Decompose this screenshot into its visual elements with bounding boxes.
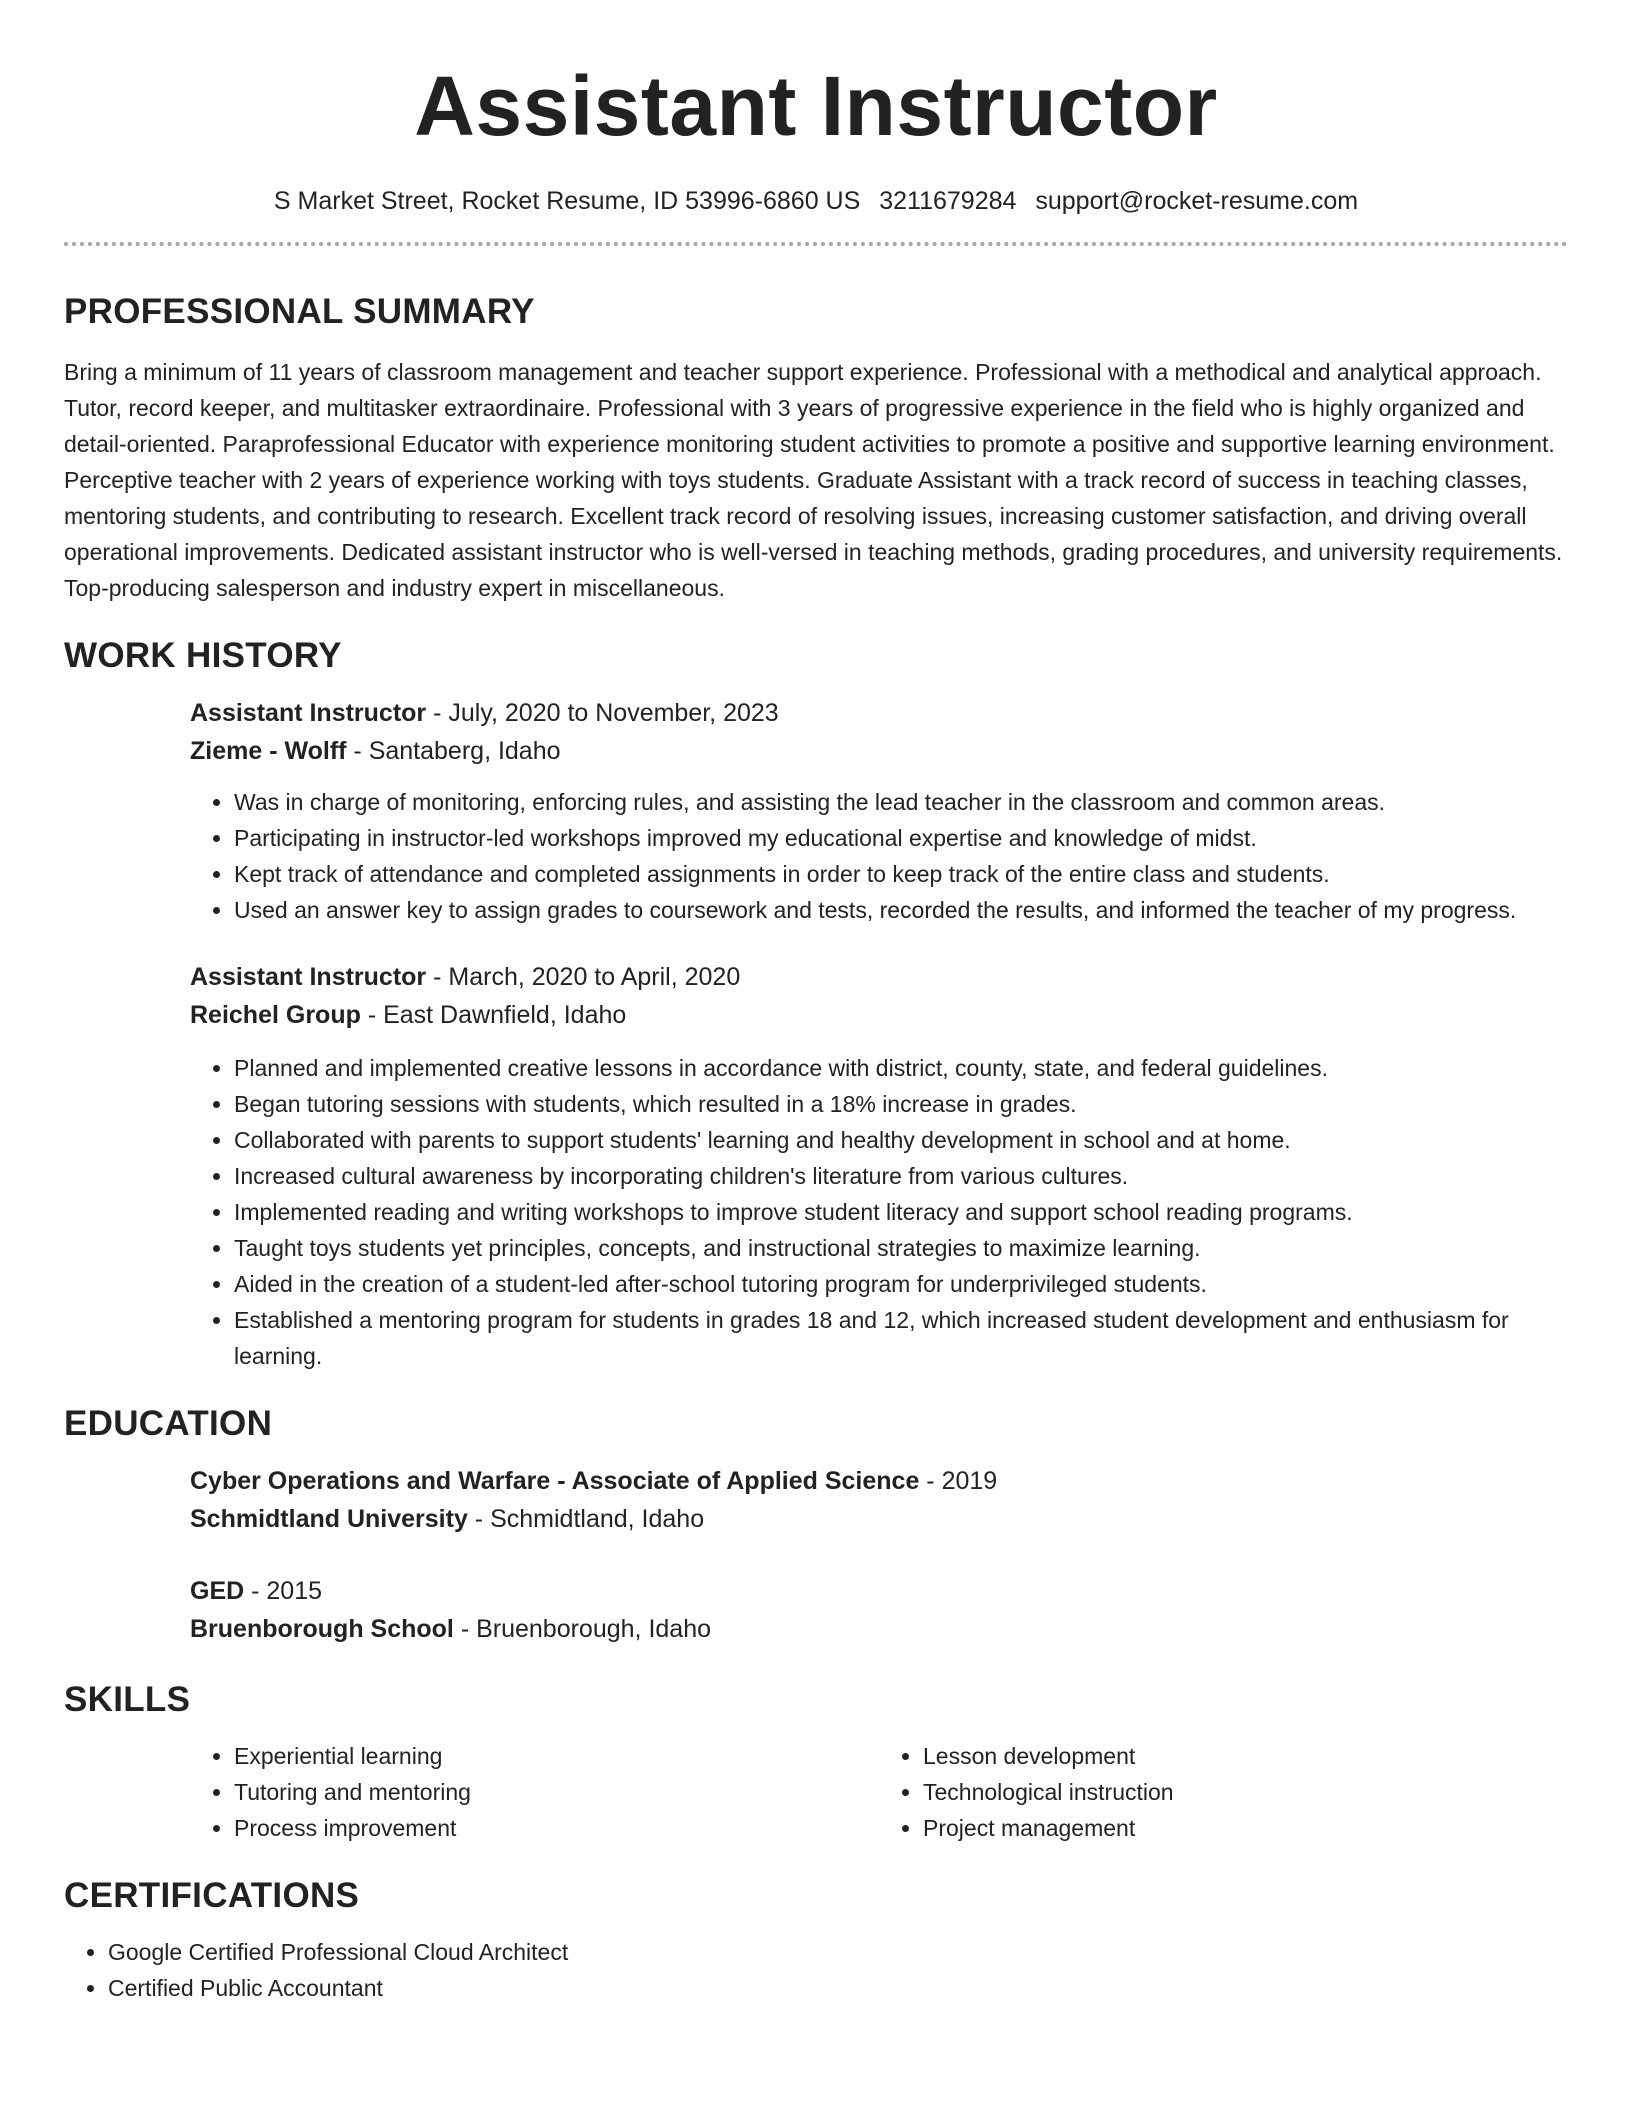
certifications-list bbox=[64, 1934, 1568, 2006]
summary-heading: PROFESSIONAL SUMMARY bbox=[64, 292, 535, 331]
contact-phone: 3211679284 bbox=[879, 187, 1017, 215]
job-bullets bbox=[190, 1050, 1568, 1374]
job-bullet: • Implemented reading and writing workshops to improve student literacy and support school reading programs. bbox=[234, 1194, 1568, 1230]
job-company-line bbox=[190, 732, 1568, 770]
job-bullets bbox=[190, 784, 1568, 928]
job-title-line bbox=[190, 694, 1568, 732]
skill-item: • Process improvement bbox=[234, 1810, 879, 1846]
job-company: Zieme - Wolff bbox=[190, 737, 347, 765]
contact-line bbox=[64, 184, 1568, 218]
education-entry bbox=[190, 1572, 1568, 1648]
school-line bbox=[190, 1500, 1568, 1538]
skill-item: • Experiential learning bbox=[234, 1738, 879, 1774]
resume-name: Assistant Instructor bbox=[414, 59, 1218, 153]
header-divider bbox=[64, 242, 1568, 246]
job-company: Reichel Group bbox=[190, 1001, 361, 1029]
job-bullet: • Taught toys students yet principles, concepts, and instructional strategies to maximize learning. bbox=[234, 1230, 1568, 1266]
skills-heading: SKILLS bbox=[64, 1680, 191, 1719]
work-history-heading: WORK HISTORY bbox=[64, 636, 342, 675]
job-bullet: • Established a mentoring program for students in grades 18 and 12, which increased student development and enthusiasm for learning. bbox=[234, 1302, 1568, 1374]
degree-line bbox=[190, 1572, 1568, 1610]
job-title: Assistant Instructor bbox=[190, 963, 427, 991]
job-location: - East Dawnfield, Idaho bbox=[360, 1001, 627, 1029]
job-location: - Santaberg, Idaho bbox=[346, 737, 561, 765]
education-heading: EDUCATION bbox=[64, 1404, 273, 1443]
school-name: Bruenborough School bbox=[190, 1615, 454, 1643]
job-bullet: • Planned and implemented creative lessons in accordance with district, county, state, and federal guidelines. bbox=[234, 1050, 1568, 1086]
job-title-line bbox=[190, 958, 1568, 996]
degree-year: - 2015 bbox=[244, 1577, 323, 1605]
skill-item: • Project management bbox=[923, 1810, 1568, 1846]
degree-line bbox=[190, 1462, 1568, 1500]
job-entry bbox=[190, 694, 1568, 928]
school-line bbox=[190, 1610, 1568, 1648]
contact-email: support@rocket-resume.com bbox=[1035, 187, 1359, 215]
job-company-line bbox=[190, 996, 1568, 1034]
job-bullet: • Participating in instructor-led workshops improved my educational expertise and knowledge of midst. bbox=[234, 820, 1568, 856]
skills-list-left bbox=[190, 1738, 879, 1846]
job-bullet: • Collaborated with parents to support students' learning and healthy development in school and at home. bbox=[234, 1122, 1568, 1158]
job-dates: - March, 2020 to April, 2020 bbox=[426, 963, 741, 991]
education-entry bbox=[190, 1462, 1568, 1538]
school-name: Schmidtland University bbox=[190, 1505, 468, 1533]
job-bullet: • Kept track of attendance and completed assignments in order to keep track of the entire class and students. bbox=[234, 856, 1568, 892]
skill-item: • Tutoring and mentoring bbox=[234, 1774, 879, 1810]
certification-item: • Certified Public Accountant bbox=[108, 1970, 1568, 2006]
job-bullet: • Increased cultural awareness by incorporating children's literature from various cultures. bbox=[234, 1158, 1568, 1194]
job-bullet: • Began tutoring sessions with students, which resulted in a 18% increase in grades. bbox=[234, 1086, 1568, 1122]
contact-address: S Market Street, Rocket Resume, ID 53996-6860 US bbox=[273, 187, 861, 215]
degree-name: Cyber Operations and Warfare - Associate of Applied Science bbox=[190, 1467, 920, 1495]
summary-text: Bring a minimum of 11 years of classroom management and teacher support experience. Professional with a methodical and analytical approach. Tutor, record keeper, and multitasker extraordinaire. Professional with 3 years of progressive experience in the field who is highly organized and detail-oriented. Paraprofessional Educator with experience monitoring student activities to promote a positive and supportive learning environment. Perceptive teacher with 2 years of experience working with toys students. Graduate Assistant with a track record of success in teaching classes, mentoring students, and contributing to research. Excellent track record of resolving issues, increasing customer satisfaction, and driving overall operational improvements. Dedicated assistant instructor who is well-versed in teaching methods, grading procedures, and university requirements. Top-producing salesperson and industry expert in miscellaneous. bbox=[64, 359, 1563, 601]
job-title: Assistant Instructor bbox=[190, 699, 427, 727]
skill-item: • Technological instruction bbox=[923, 1774, 1568, 1810]
degree-name: GED bbox=[190, 1577, 245, 1605]
degree-year: - 2019 bbox=[919, 1467, 998, 1495]
job-dates: - July, 2020 to November, 2023 bbox=[426, 699, 779, 727]
school-location: - Schmidtland, Idaho bbox=[467, 1505, 705, 1533]
certification-item: • Google Certified Professional Cloud Architect bbox=[108, 1934, 1568, 1970]
school-location: - Bruenborough, Idaho bbox=[453, 1615, 712, 1643]
skills-list-right bbox=[879, 1738, 1568, 1846]
certifications-heading: CERTIFICATIONS bbox=[64, 1876, 360, 1915]
job-bullet: • Used an answer key to assign grades to coursework and tests, recorded the results, and informed the teacher of my progress. bbox=[234, 892, 1568, 928]
skills-columns bbox=[190, 1738, 1568, 1846]
job-bullet: • Was in charge of monitoring, enforcing rules, and assisting the lead teacher in the classroom and common areas. bbox=[234, 784, 1568, 820]
job-entry bbox=[190, 958, 1568, 1374]
skill-item: • Lesson development bbox=[923, 1738, 1568, 1774]
job-bullet: • Aided in the creation of a student-led after-school tutoring program for underprivileged students. bbox=[234, 1266, 1568, 1302]
